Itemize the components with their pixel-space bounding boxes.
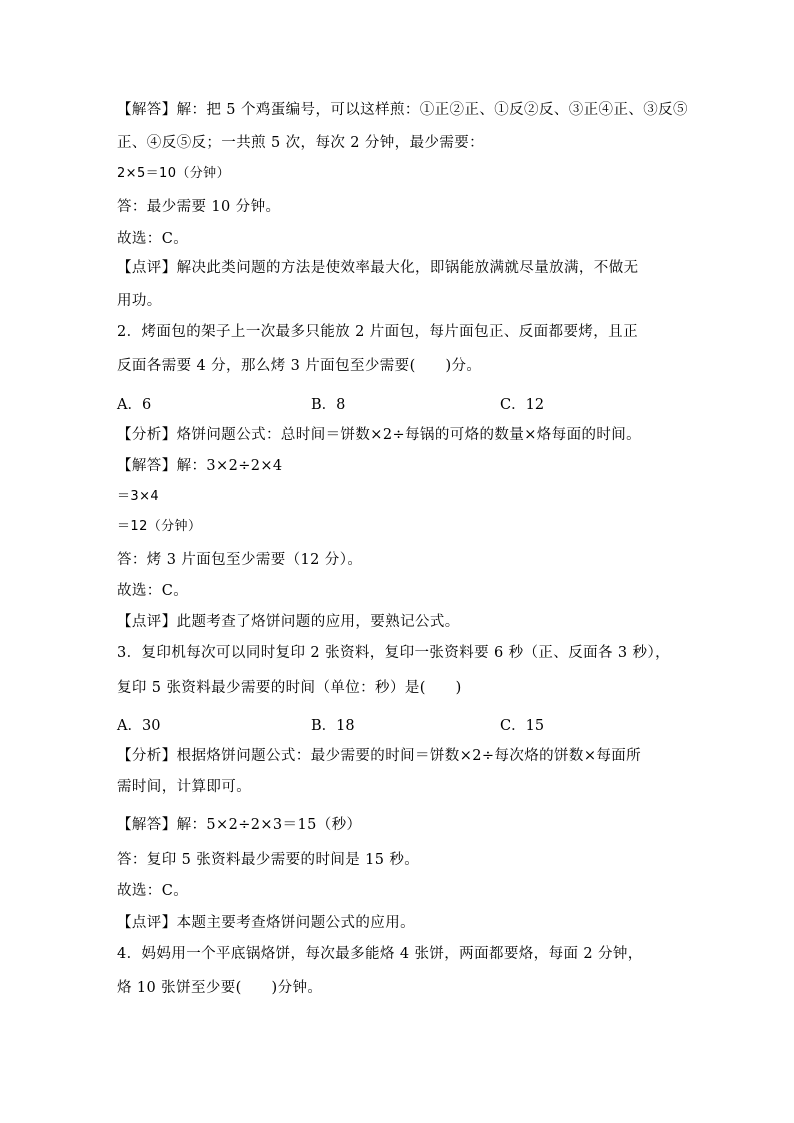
- answer-sentence: 答：最少需要 10 分钟。: [117, 199, 281, 215]
- q3-option-c: C．15: [500, 718, 545, 734]
- choice-line-3: 故选：C。: [117, 883, 189, 899]
- q2-option-c: C．12: [500, 397, 545, 413]
- analysis-line-2: 【分析】根据烙饼问题公式：最少需要的时间＝饼数×2÷每次烙的饼数×每面所: [117, 748, 642, 764]
- solution-line-2: 【解答】解：5×2÷2×3＝15（秒）: [117, 817, 362, 833]
- answer-line-1: 【解答】解：把 5 个鸡蛋编号，可以这样煎：①正②正、①反②反、③正④正、③反⑤: [117, 102, 688, 118]
- question-2-line-2: 反面各需要 4 分，那么烤 3 片面包至少需要( )分。: [117, 358, 482, 374]
- question-2-line-1: 2．烤面包的架子上一次最多只能放 2 片面包，每片面包正、反面都要烤，且正: [117, 324, 638, 340]
- comment-line-4: 【点评】本题主要考查烙饼问题公式的应用。: [117, 915, 415, 931]
- answer-sentence-3: 答：复印 5 张资料最少需要的时间是 15 秒。: [117, 852, 420, 868]
- analysis-line: 【分析】烙饼问题公式：总时间＝饼数×2÷每锅的可烙的数量×烙每面的时间。: [117, 427, 642, 443]
- q2-option-a: A．6: [117, 397, 152, 413]
- question-4-line-1: 4．妈妈用一个平底锅烙饼，每次最多能烙 4 张饼，两面都要烙，每面 2 分钟，: [117, 946, 643, 962]
- step-line-1: ＝3×4: [117, 489, 160, 504]
- answer-sentence-2: 答：烤 3 片面包至少需要（12 分）。: [117, 552, 363, 568]
- q2-option-b: B．8: [311, 397, 346, 413]
- equation-line: 2×5＝10（分钟）: [117, 166, 230, 181]
- solution-line: 【解答】解：3×2÷2×4: [117, 458, 283, 474]
- answer-line-2: 正、④反⑤反；一共煎 5 次，每次 2 分钟，最少需要：: [117, 135, 485, 151]
- q3-option-b: B．18: [311, 718, 355, 734]
- step-line-2: ＝12（分钟）: [117, 519, 202, 534]
- question-3-line-2: 复印 5 张资料最少需要的时间（单位：秒）是( ): [117, 680, 462, 696]
- choice-line-2: 故选：C。: [117, 583, 189, 599]
- choice-line: 故选：C。: [117, 231, 189, 247]
- comment-line-2: 用功。: [117, 293, 162, 309]
- question-4-line-2: 烙 10 张饼至少要( )分钟。: [117, 980, 323, 996]
- comment-line-3: 【点评】此题考查了烙饼问题的应用，要熟记公式。: [117, 614, 460, 630]
- question-3-line-1: 3．复印机每次可以同时复印 2 张资料，复印一张资料要 6 秒（正、反面各 3 秒），: [117, 645, 671, 661]
- q3-option-a: A．30: [117, 718, 161, 734]
- analysis-line-3: 需时间，计算即可。: [117, 779, 252, 795]
- comment-line-1: 【点评】解决此类问题的方法是使效率最大化，即锅能放满就尽量放满，不做无: [117, 260, 639, 276]
